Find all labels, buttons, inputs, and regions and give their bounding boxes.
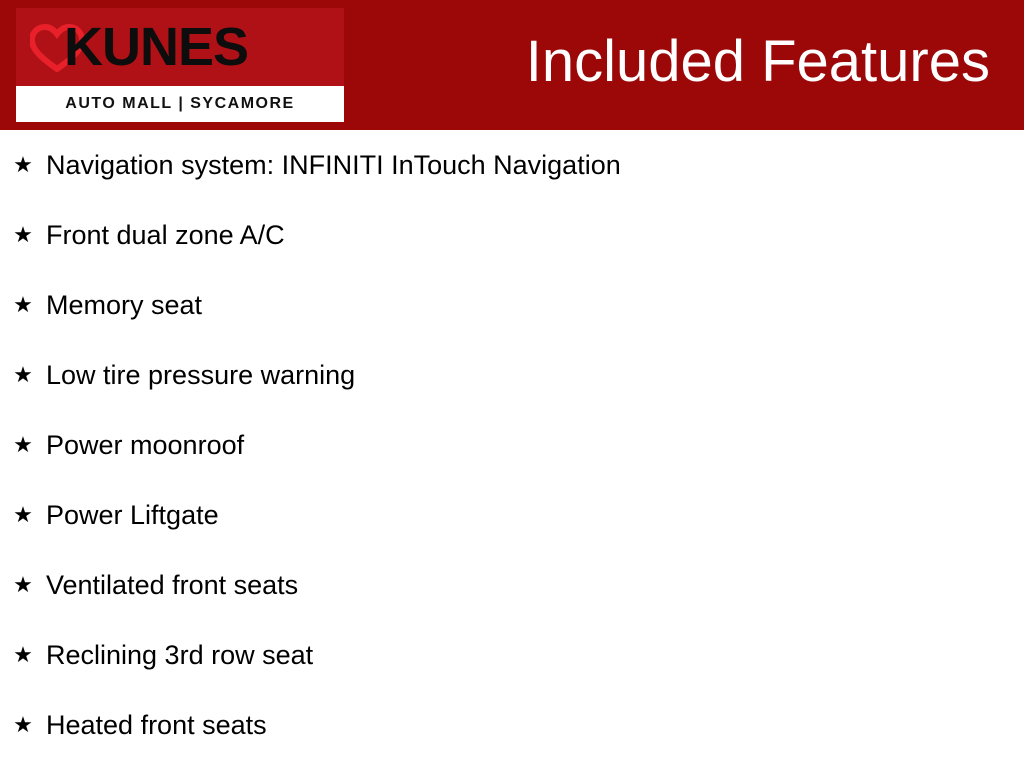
- list-item: [0, 270, 1024, 340]
- page-title: Included Features: [525, 29, 990, 94]
- header-bar: [0, 0, 1024, 130]
- features-list: [0, 130, 1024, 760]
- feature-label: Navigation system: INFINITI InTouch Navigation: [46, 150, 621, 180]
- star-icon: ★: [13, 432, 33, 457]
- feature-label: Memory seat: [46, 290, 203, 320]
- star-icon: ★: [13, 642, 33, 667]
- list-item: [0, 550, 1024, 620]
- star-icon: ★: [13, 712, 33, 737]
- star-icon: ★: [13, 152, 33, 177]
- list-item: [0, 620, 1024, 690]
- logo-inner: [16, 8, 344, 122]
- feature-label: Power Liftgate: [46, 500, 219, 530]
- star-icon: ★: [13, 502, 33, 527]
- star-icon: ★: [13, 292, 33, 317]
- feature-label: Ventilated front seats: [46, 570, 299, 600]
- star-icon: ★: [13, 362, 33, 387]
- star-icon: ★: [13, 222, 33, 247]
- star-icon: ★: [13, 572, 33, 597]
- list-item: [0, 480, 1024, 550]
- list-item: [0, 130, 1024, 200]
- list-item: [0, 340, 1024, 410]
- feature-label: Power moonroof: [46, 430, 245, 460]
- list-item: [0, 690, 1024, 760]
- logo-wordmark: KUNES: [64, 17, 249, 77]
- list-item: [0, 410, 1024, 480]
- feature-label: Reclining 3rd row seat: [46, 640, 314, 670]
- feature-label: Heated front seats: [46, 710, 267, 740]
- list-item: [0, 200, 1024, 270]
- logo-tagline: AUTO MALL | SYCAMORE: [16, 86, 344, 122]
- feature-label: Low tire pressure warning: [46, 360, 356, 390]
- dealer-logo: [16, 8, 344, 122]
- feature-label: Front dual zone A/C: [46, 220, 285, 250]
